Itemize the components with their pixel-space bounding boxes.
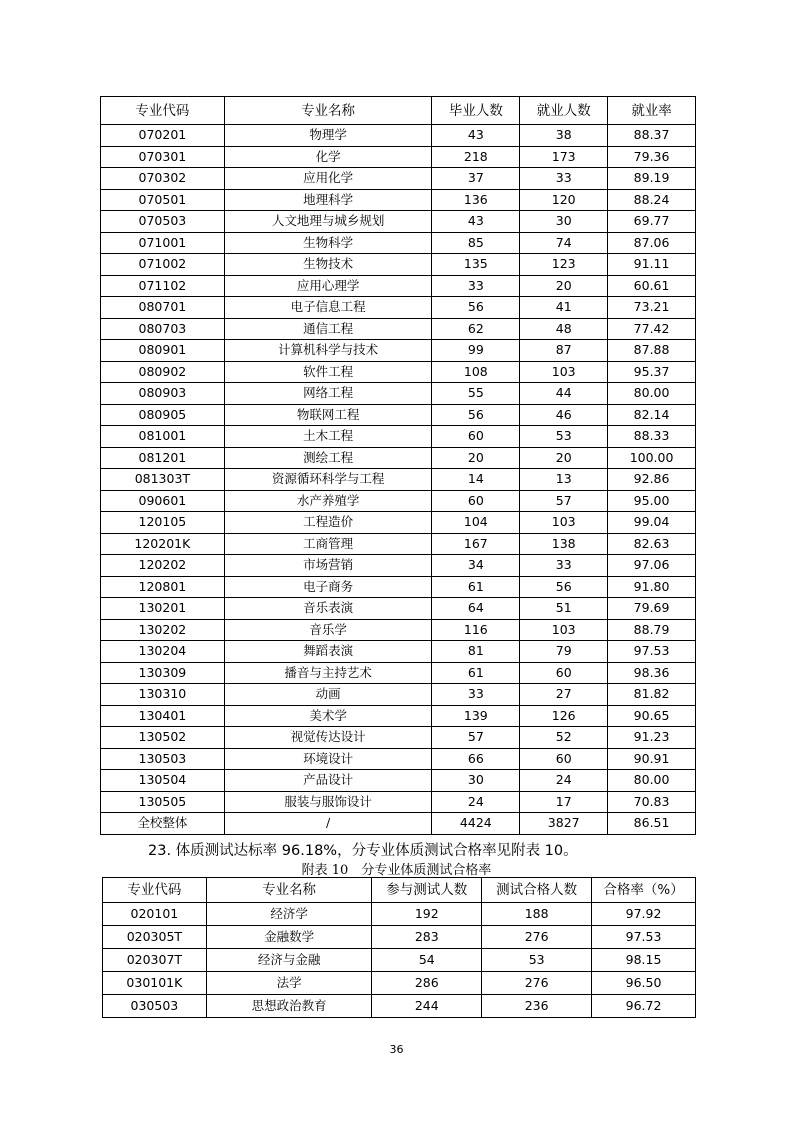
table-cell: 071102 <box>101 275 225 297</box>
table-cell: 90.91 <box>608 748 696 770</box>
table-cell: 51 <box>520 598 608 620</box>
table-cell: 物理学 <box>224 125 432 147</box>
table-cell: 116 <box>432 619 520 641</box>
table-cell: 56 <box>520 576 608 598</box>
column-header: 就业人数 <box>520 97 608 125</box>
table-cell: 030101K <box>103 972 207 995</box>
table-cell: 应用心理学 <box>224 275 432 297</box>
column-header: 参与测试人数 <box>372 878 482 903</box>
table-cell: 97.92 <box>592 903 696 926</box>
table-cell: 生物科学 <box>224 232 432 254</box>
table-cell: 080905 <box>101 404 225 426</box>
table-cell: 135 <box>432 254 520 276</box>
table-cell: 44 <box>520 383 608 405</box>
column-header: 合格率（%） <box>592 878 696 903</box>
table-cell: 244 <box>372 995 482 1018</box>
table-cell: 音乐学 <box>224 619 432 641</box>
table-cell: 276 <box>482 926 592 949</box>
table-row <box>101 232 696 254</box>
table-cell: 54 <box>372 949 482 972</box>
column-header: 专业代码 <box>101 97 225 125</box>
table-cell: 3827 <box>520 813 608 835</box>
table-cell: 61 <box>432 576 520 598</box>
table-cell: 99 <box>432 340 520 362</box>
table-cell: 64 <box>432 598 520 620</box>
table-cell: 88.37 <box>608 125 696 147</box>
table-row <box>101 404 696 426</box>
table-cell: 103 <box>520 512 608 534</box>
table-cell: 286 <box>372 972 482 995</box>
table-cell: 79 <box>520 641 608 663</box>
table-row <box>101 275 696 297</box>
table-cell: 57 <box>432 727 520 749</box>
table-cell: 生物技术 <box>224 254 432 276</box>
table-row <box>103 995 696 1018</box>
table-cell: 53 <box>520 426 608 448</box>
table-row <box>103 949 696 972</box>
table-cell: 视觉传达设计 <box>224 727 432 749</box>
column-header: 毕业人数 <box>432 97 520 125</box>
table-cell: 123 <box>520 254 608 276</box>
table-row <box>101 770 696 792</box>
table-row <box>101 662 696 684</box>
column-header: 测试合格人数 <box>482 878 592 903</box>
table-cell: 120201K <box>101 533 225 555</box>
table-cell: 37 <box>432 168 520 190</box>
table-cell: 24 <box>520 770 608 792</box>
table-row <box>101 125 696 147</box>
table-cell: 计算机科学与技术 <box>224 340 432 362</box>
table-cell: 20 <box>520 275 608 297</box>
table-cell: 130204 <box>101 641 225 663</box>
table-cell: 104 <box>432 512 520 534</box>
table-cell: 34 <box>432 555 520 577</box>
table-cell: 20 <box>520 447 608 469</box>
table-cell: 080903 <box>101 383 225 405</box>
table-cell: 95.00 <box>608 490 696 512</box>
table-cell: 103 <box>520 619 608 641</box>
table-row <box>101 447 696 469</box>
table-cell: 41 <box>520 297 608 319</box>
table-cell: 88.24 <box>608 189 696 211</box>
table-cell: 192 <box>372 903 482 926</box>
table-cell: 4424 <box>432 813 520 835</box>
table-cell: / <box>224 813 432 835</box>
table-cell: 070301 <box>101 146 225 168</box>
table-cell: 090601 <box>101 490 225 512</box>
table-row <box>101 705 696 727</box>
table-row <box>101 426 696 448</box>
table-cell: 69.77 <box>608 211 696 233</box>
table-cell: 120 <box>520 189 608 211</box>
table-cell: 30 <box>432 770 520 792</box>
table-row <box>101 533 696 555</box>
table-cell: 130310 <box>101 684 225 706</box>
table-cell: 218 <box>432 146 520 168</box>
table-row <box>101 361 696 383</box>
table-cell: 97.53 <box>592 926 696 949</box>
table-row <box>101 168 696 190</box>
table-cell: 87.06 <box>608 232 696 254</box>
table-cell: 环境设计 <box>224 748 432 770</box>
table-row <box>101 512 696 534</box>
table-cell: 86.51 <box>608 813 696 835</box>
table-cell: 120202 <box>101 555 225 577</box>
table-cell: 43 <box>432 211 520 233</box>
table-cell: 74 <box>520 232 608 254</box>
table-cell: 工商管理 <box>224 533 432 555</box>
table-cell: 130202 <box>101 619 225 641</box>
table-cell: 网络工程 <box>224 383 432 405</box>
table-cell: 030503 <box>103 995 207 1018</box>
table-cell: 79.69 <box>608 598 696 620</box>
table-row <box>101 684 696 706</box>
table-cell: 33 <box>520 168 608 190</box>
table-cell: 43 <box>432 125 520 147</box>
table-header-row <box>103 878 696 903</box>
table-cell: 080701 <box>101 297 225 319</box>
table-cell: 82.63 <box>608 533 696 555</box>
table-cell: 20 <box>432 447 520 469</box>
table-cell: 56 <box>432 297 520 319</box>
employment-rate-table <box>100 96 696 835</box>
table-cell: 130309 <box>101 662 225 684</box>
table-cell: 79.36 <box>608 146 696 168</box>
table-cell: 071002 <box>101 254 225 276</box>
table-cell: 动画 <box>224 684 432 706</box>
table-cell: 138 <box>520 533 608 555</box>
table-cell: 130401 <box>101 705 225 727</box>
table-row <box>101 211 696 233</box>
table-cell: 经济学 <box>206 903 372 926</box>
table-row <box>101 490 696 512</box>
table-row <box>101 619 696 641</box>
table-cell: 173 <box>520 146 608 168</box>
table-cell: 95.37 <box>608 361 696 383</box>
page-number: 36 <box>389 1043 404 1056</box>
table-cell: 电子信息工程 <box>224 297 432 319</box>
table-cell: 120105 <box>101 512 225 534</box>
table-cell: 080703 <box>101 318 225 340</box>
table-cell: 167 <box>432 533 520 555</box>
table-cell: 080901 <box>101 340 225 362</box>
table-cell: 33 <box>432 275 520 297</box>
table-cell: 播音与主持艺术 <box>224 662 432 684</box>
table-row <box>101 748 696 770</box>
table-cell: 资源循环科学与工程 <box>224 469 432 491</box>
table-cell: 38 <box>520 125 608 147</box>
table-cell: 80.00 <box>608 383 696 405</box>
table-cell: 103 <box>520 361 608 383</box>
table-cell: 88.33 <box>608 426 696 448</box>
table-cell: 工程造价 <box>224 512 432 534</box>
table-cell: 33 <box>432 684 520 706</box>
table-row <box>101 297 696 319</box>
table-cell: 92.86 <box>608 469 696 491</box>
table-cell: 020305T <box>103 926 207 949</box>
table-cell: 88.79 <box>608 619 696 641</box>
table-cell: 60 <box>520 662 608 684</box>
table-cell: 市场营销 <box>224 555 432 577</box>
table-cell: 130503 <box>101 748 225 770</box>
table-cell: 136 <box>432 189 520 211</box>
table-row <box>101 318 696 340</box>
table-cell: 85 <box>432 232 520 254</box>
table-row <box>101 340 696 362</box>
table-cell: 130502 <box>101 727 225 749</box>
table-cell: 87.88 <box>608 340 696 362</box>
table-cell: 108 <box>432 361 520 383</box>
table-cell: 120801 <box>101 576 225 598</box>
table-cell: 91.23 <box>608 727 696 749</box>
table-cell: 081303T <box>101 469 225 491</box>
table-cell: 电子商务 <box>224 576 432 598</box>
table-cell: 96.72 <box>592 995 696 1018</box>
table-row <box>101 791 696 813</box>
table-cell: 60 <box>432 426 520 448</box>
table-cell: 81.82 <box>608 684 696 706</box>
table-row <box>101 254 696 276</box>
table-cell: 美术学 <box>224 705 432 727</box>
table-row <box>101 189 696 211</box>
table-cell: 53 <box>482 949 592 972</box>
table-cell: 070302 <box>101 168 225 190</box>
table-cell: 97.53 <box>608 641 696 663</box>
table-cell: 30 <box>520 211 608 233</box>
column-header: 专业名称 <box>224 97 432 125</box>
table-cell: 73.21 <box>608 297 696 319</box>
table-cell: 化学 <box>224 146 432 168</box>
table-cell: 思想政治教育 <box>206 995 372 1018</box>
table-cell: 服装与服饰设计 <box>224 791 432 813</box>
table-cell: 地理科学 <box>224 189 432 211</box>
table-cell: 60 <box>432 490 520 512</box>
table-cell: 070201 <box>101 125 225 147</box>
column-header: 专业名称 <box>206 878 372 903</box>
table-cell: 14 <box>432 469 520 491</box>
table-cell: 97.06 <box>608 555 696 577</box>
table-cell: 舞蹈表演 <box>224 641 432 663</box>
table-row <box>101 813 696 835</box>
table-cell: 13 <box>520 469 608 491</box>
table-cell: 080902 <box>101 361 225 383</box>
table-row <box>101 469 696 491</box>
table-cell: 91.80 <box>608 576 696 598</box>
table-cell: 24 <box>432 791 520 813</box>
table-cell: 60 <box>520 748 608 770</box>
table-cell: 62 <box>432 318 520 340</box>
table-cell: 全校整体 <box>101 813 225 835</box>
table-cell: 126 <box>520 705 608 727</box>
table-cell: 软件工程 <box>224 361 432 383</box>
table-cell: 283 <box>372 926 482 949</box>
table-cell: 水产养殖学 <box>224 490 432 512</box>
table-cell: 52 <box>520 727 608 749</box>
table-caption: 附表 10 分专业体质测试合格率 <box>301 863 492 878</box>
table-cell: 61 <box>432 662 520 684</box>
table-cell: 经济与金融 <box>206 949 372 972</box>
table-cell: 音乐表演 <box>224 598 432 620</box>
table-cell: 96.50 <box>592 972 696 995</box>
table-cell: 法学 <box>206 972 372 995</box>
table-row <box>101 383 696 405</box>
table-cell: 82.14 <box>608 404 696 426</box>
table-cell: 071001 <box>101 232 225 254</box>
column-header: 就业率 <box>608 97 696 125</box>
table-cell: 020307T <box>103 949 207 972</box>
table-cell: 276 <box>482 972 592 995</box>
table-cell: 90.65 <box>608 705 696 727</box>
table-cell: 130504 <box>101 770 225 792</box>
table-cell: 236 <box>482 995 592 1018</box>
table-cell: 91.11 <box>608 254 696 276</box>
table-cell: 081201 <box>101 447 225 469</box>
table-cell: 55 <box>432 383 520 405</box>
table-cell: 测绘工程 <box>224 447 432 469</box>
table-cell: 139 <box>432 705 520 727</box>
table-cell: 57 <box>520 490 608 512</box>
table-row <box>101 555 696 577</box>
table-header-row <box>101 97 696 125</box>
fitness-pass-rate-table <box>102 877 696 1018</box>
table-cell: 33 <box>520 555 608 577</box>
table-cell: 48 <box>520 318 608 340</box>
table-row <box>103 903 696 926</box>
table-cell: 17 <box>520 791 608 813</box>
table-cell: 土木工程 <box>224 426 432 448</box>
table-cell: 66 <box>432 748 520 770</box>
table-cell: 通信工程 <box>224 318 432 340</box>
table-cell: 081001 <box>101 426 225 448</box>
table-cell: 应用化学 <box>224 168 432 190</box>
fitness-test-paragraph: 23. 体质测试达标率 96.18%，分专业体质测试合格率见附表 10。 <box>148 843 578 859</box>
table-cell: 60.61 <box>608 275 696 297</box>
table-cell: 99.04 <box>608 512 696 534</box>
table-row <box>101 576 696 598</box>
table-cell: 020101 <box>103 903 207 926</box>
table-cell: 77.42 <box>608 318 696 340</box>
table-cell: 100.00 <box>608 447 696 469</box>
table-cell: 70.83 <box>608 791 696 813</box>
table-row <box>101 641 696 663</box>
table-cell: 188 <box>482 903 592 926</box>
table-cell: 130505 <box>101 791 225 813</box>
table-cell: 98.36 <box>608 662 696 684</box>
table-cell: 130201 <box>101 598 225 620</box>
column-header: 专业代码 <box>103 878 207 903</box>
table-cell: 81 <box>432 641 520 663</box>
table-cell: 98.15 <box>592 949 696 972</box>
table-cell: 87 <box>520 340 608 362</box>
table-cell: 46 <box>520 404 608 426</box>
table-row <box>101 727 696 749</box>
table-row <box>101 146 696 168</box>
table-cell: 80.00 <box>608 770 696 792</box>
table-row <box>103 972 696 995</box>
table-row <box>101 598 696 620</box>
table-cell: 27 <box>520 684 608 706</box>
table-cell: 56 <box>432 404 520 426</box>
table-cell: 人文地理与城乡规划 <box>224 211 432 233</box>
table-cell: 物联网工程 <box>224 404 432 426</box>
table-cell: 89.19 <box>608 168 696 190</box>
table-cell: 070503 <box>101 211 225 233</box>
table-row <box>103 926 696 949</box>
table-cell: 金融数学 <box>206 926 372 949</box>
table-cell: 产品设计 <box>224 770 432 792</box>
table-cell: 070501 <box>101 189 225 211</box>
